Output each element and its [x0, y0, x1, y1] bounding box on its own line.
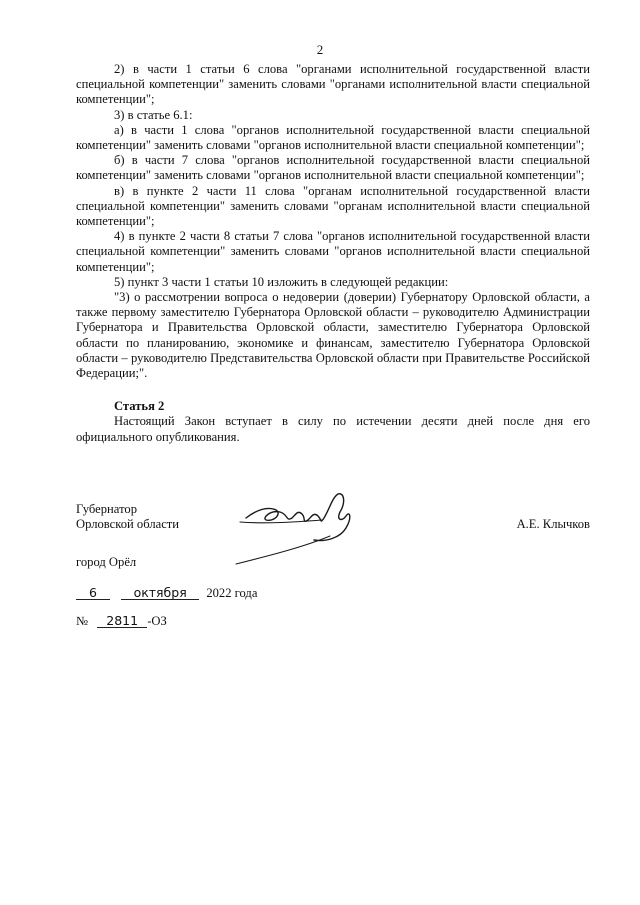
city-line: город Орёл: [76, 555, 137, 569]
amendment-paragraph: 5) пункт 3 части 1 статьи 10 изложить в следующей редакции:: [114, 274, 449, 289]
number-suffix: -ОЗ: [147, 614, 167, 628]
amendment-paragraph: а) в части 1 слова "органов исполнительной государственной власти специальной компетенции" заменить словами "органов исполнительной власти специальной компетенции";: [76, 122, 590, 153]
signatory-role-line: Губернатор: [76, 502, 137, 516]
signatory-name: А.Е. Клычков: [516, 517, 590, 531]
handwritten-signature: [226, 488, 366, 566]
amendment-paragraph: "3) о рассмотрении вопроса о недоверии (доверии) Губернатору Орловской области, а также первому заместителю Губернатора Орловской области – руководителю Администрации Губернатора и Правительства Орловской области, заместителю Губернатора Орловской области по планированию, экономике и финансам, заместителю Губернатора Орловской области – руководителю Представительства Орловской области при Правительстве Российской Федерации;".: [76, 290, 590, 381]
signatory-role: [76, 502, 179, 532]
date-month: октября: [121, 586, 199, 600]
document-number-line: [76, 614, 167, 629]
date-line: [76, 586, 257, 601]
date-year: 2022 года: [206, 586, 258, 600]
amendment-paragraph: 3) в статье 6.1:: [114, 107, 193, 122]
number-value: 2811: [97, 614, 147, 628]
article-2-title: Статья 2: [114, 399, 165, 414]
amendment-paragraph: в) в пункте 2 части 11 слова "органам исполнительной государственной власти специальной компетенции" заменить словами "органам исполнительной власти специальной компетенции";: [76, 183, 590, 229]
article-2-text: Настоящий Закон вступает в силу по истечении десяти дней после дня его официального опубликования.: [76, 414, 590, 444]
signatory-role-line: Орловской области: [76, 517, 180, 532]
number-prefix: №: [76, 614, 89, 628]
page-number: 2: [316, 42, 324, 57]
amendment-paragraph: б) в части 7 слова "органов исполнительной государственной власти специальной компетенции" заменить словами "органов исполнительной власти специальной компетенции";: [76, 153, 590, 183]
document-body: [76, 62, 590, 445]
amendment-paragraph: 4) в пункте 2 части 8 статьи 7 слова "органов исполнительной государственной власти специальной компетенции" заменить словами "органов исполнительной власти специальной компетенции";: [76, 229, 590, 274]
date-day: 6: [76, 586, 110, 600]
amendment-paragraph: 2) в части 1 статьи 6 слова "органами исполнительной государственной власти специальной компетенции" заменить словами "органами исполнительной власти специальной компетенции";: [76, 62, 590, 107]
